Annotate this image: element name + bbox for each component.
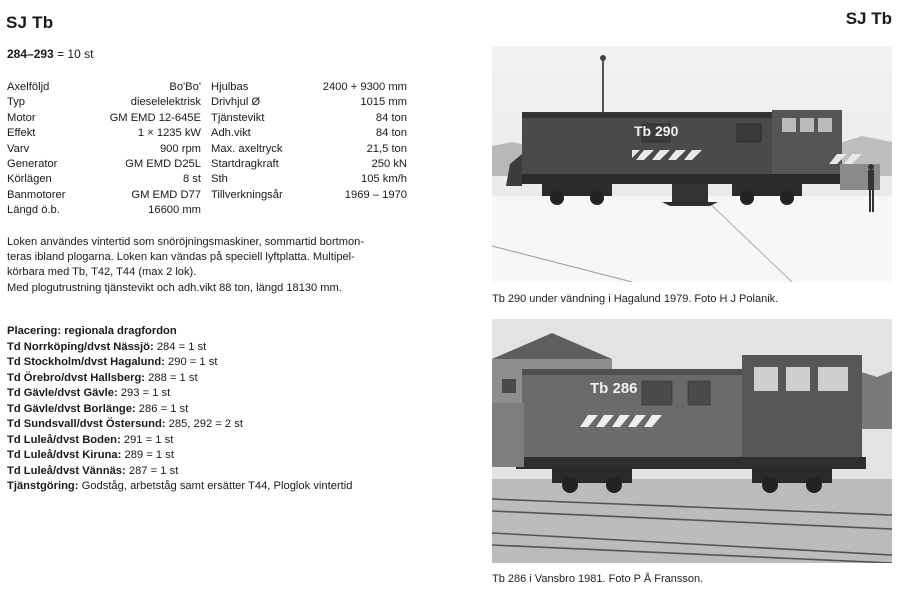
spec-value: GM EMD D77 [131,188,201,201]
placement-value: 284 = 1 st [156,340,207,353]
placement-row [7,386,427,402]
spec-table-right [211,80,407,203]
spec-value: 84 ton [375,111,407,124]
spec-row [211,188,407,203]
placement-value: 288 = 1 st [148,371,198,384]
placement-value: 287 = 1 st [128,464,179,477]
spec-value: 1969 – 1970 [344,188,407,201]
description-line: Med plogutrustning tjänstevikt och adh.vikt 88 ton, längd 18130 mm. [7,281,342,294]
spec-row [211,126,407,141]
spec-row [7,203,201,218]
placement-depot: Td Gävle/dvst Gävle: [7,387,118,399]
spec-row [211,80,407,95]
spec-value: 84 ton [375,127,407,140]
placement-depot: Td Luleå/dvst Boden: [7,433,121,446]
placement-section [7,324,427,495]
description-paragraph [7,235,412,296]
spec-label: Banmotorer [7,188,66,201]
loco-number-label: Tb 286 [590,380,638,397]
spec-label: Längd ö.b. [7,204,60,217]
description-line: körbara med Tb, T42, T44 (max 2 lok). [7,266,197,279]
spec-label: Max. axeltryck [211,142,283,155]
spec-row [7,172,201,187]
page-title-right: SJ Tb [845,9,892,28]
spec-row [211,95,407,110]
description-line: teras ibland plogarna. Loken kan vändas på speciell lyftplatta. Multipel- [7,251,355,264]
spec-value: Bo'Bo' [169,81,201,93]
spec-label: Drivhjul Ø [211,96,261,109]
spec-value: 21,5 ton [366,142,407,155]
spec-row [211,142,407,157]
placement-row [7,355,427,371]
spec-row [7,80,201,95]
placement-value: 291 = 1 st [123,433,174,446]
placement-heading: Placering: regionala dragfordon [7,325,177,337]
placement-row [7,448,427,464]
spec-value: 250 kN [371,158,407,171]
placement-row [7,402,427,418]
placement-depot: Td Luleå/dvst Vännäs: [7,464,126,477]
placement-row [7,417,427,433]
placement-value: 290 = 1 st [168,356,218,368]
placement-depot: Td Gävle/dvst Borlänge: [7,402,136,415]
spec-label: Axelföljd [7,81,50,93]
spec-value: 105 km/h [360,173,407,186]
number-range [7,47,93,61]
spec-label: Varv [7,142,30,155]
spec-value: 1015 mm [360,96,407,109]
spec-value: 2400 + 9300 mm [322,81,407,93]
spec-row [7,111,201,126]
spec-label: Motor [7,111,36,124]
spec-value: 1 × 1235 kW [137,127,201,140]
spec-row [211,172,407,187]
spec-value: 8 st [182,173,201,186]
spec-label: Hjulbas [211,81,249,93]
spec-label: Generator [7,158,58,171]
page-title: SJ Tb [6,13,54,32]
spec-label: Tjänstevikt [211,111,265,124]
placement-value: 293 = 1 st [120,387,171,399]
locomotive-photo-tb290 [492,46,892,282]
spec-label: Adh.vikt [211,127,251,140]
spec-label: Effekt [7,127,36,140]
placement-row [7,464,427,480]
service-row [7,479,427,495]
spec-row [211,111,407,126]
spec-row [7,142,201,157]
placement-depot: Td Norrköping/dvst Nässjö: [7,340,154,353]
placement-depot: Td Sundsvall/dvst Östersund: [7,418,166,430]
placement-row [7,433,427,449]
spec-label: Startdragkraft [211,158,279,171]
spec-label: Typ [7,96,26,109]
placement-row [7,340,427,356]
locomotive-illustration [492,319,892,563]
spec-value: 16600 mm [148,204,201,217]
number-equals: = [57,47,65,61]
placement-depot: Td Örebro/dvst Hallsberg: [7,371,146,384]
spec-label: Körlägen [7,173,52,186]
spec-row [7,157,201,172]
locomotive-photo-tb286 [492,319,892,563]
spec-value: GM EMD D25L [125,158,201,171]
spec-row [7,188,201,203]
placement-value: 286 = 1 st [138,402,189,415]
spec-row [7,126,201,141]
placement-depot: Td Stockholm/dvst Hagalund: [7,356,165,368]
description-line: Loken användes vintertid som snöröjningsmaskiner, sommartid bortmon- [7,236,365,248]
number-range-value: 284–293 [7,47,54,61]
spec-value: GM EMD 12-645E [109,111,201,124]
loco-number-label: Tb 290 [634,123,679,139]
spec-row [211,157,407,172]
placement-depot: Td Luleå/dvst Kiruna: [7,449,122,461]
spec-value: 900 rpm [159,142,201,155]
spec-value: dieselelektrisk [130,96,201,109]
photo-caption: Tb 290 under vändning i Hagalund 1979. Foto H J Polanik. [492,293,779,305]
placement-value: 285, 292 = 2 st [168,418,243,430]
spec-label: Tillverkningsår [211,188,283,201]
spec-table-left [7,80,201,219]
placement-value: 289 = 1 st [124,449,174,461]
service-text: Godståg, arbetståg samt ersätter T44, Ploglok vintertid [81,480,353,492]
locomotive-illustration [492,46,892,282]
service-label: Tjänstgöring: [7,480,79,492]
photo-caption: Tb 286 i Vansbro 1981. Foto P Å Fransson. [492,573,704,585]
placement-row [7,371,427,387]
spec-label: Sth [211,173,228,186]
number-count: 10 st [67,47,94,61]
spec-row [7,95,201,110]
